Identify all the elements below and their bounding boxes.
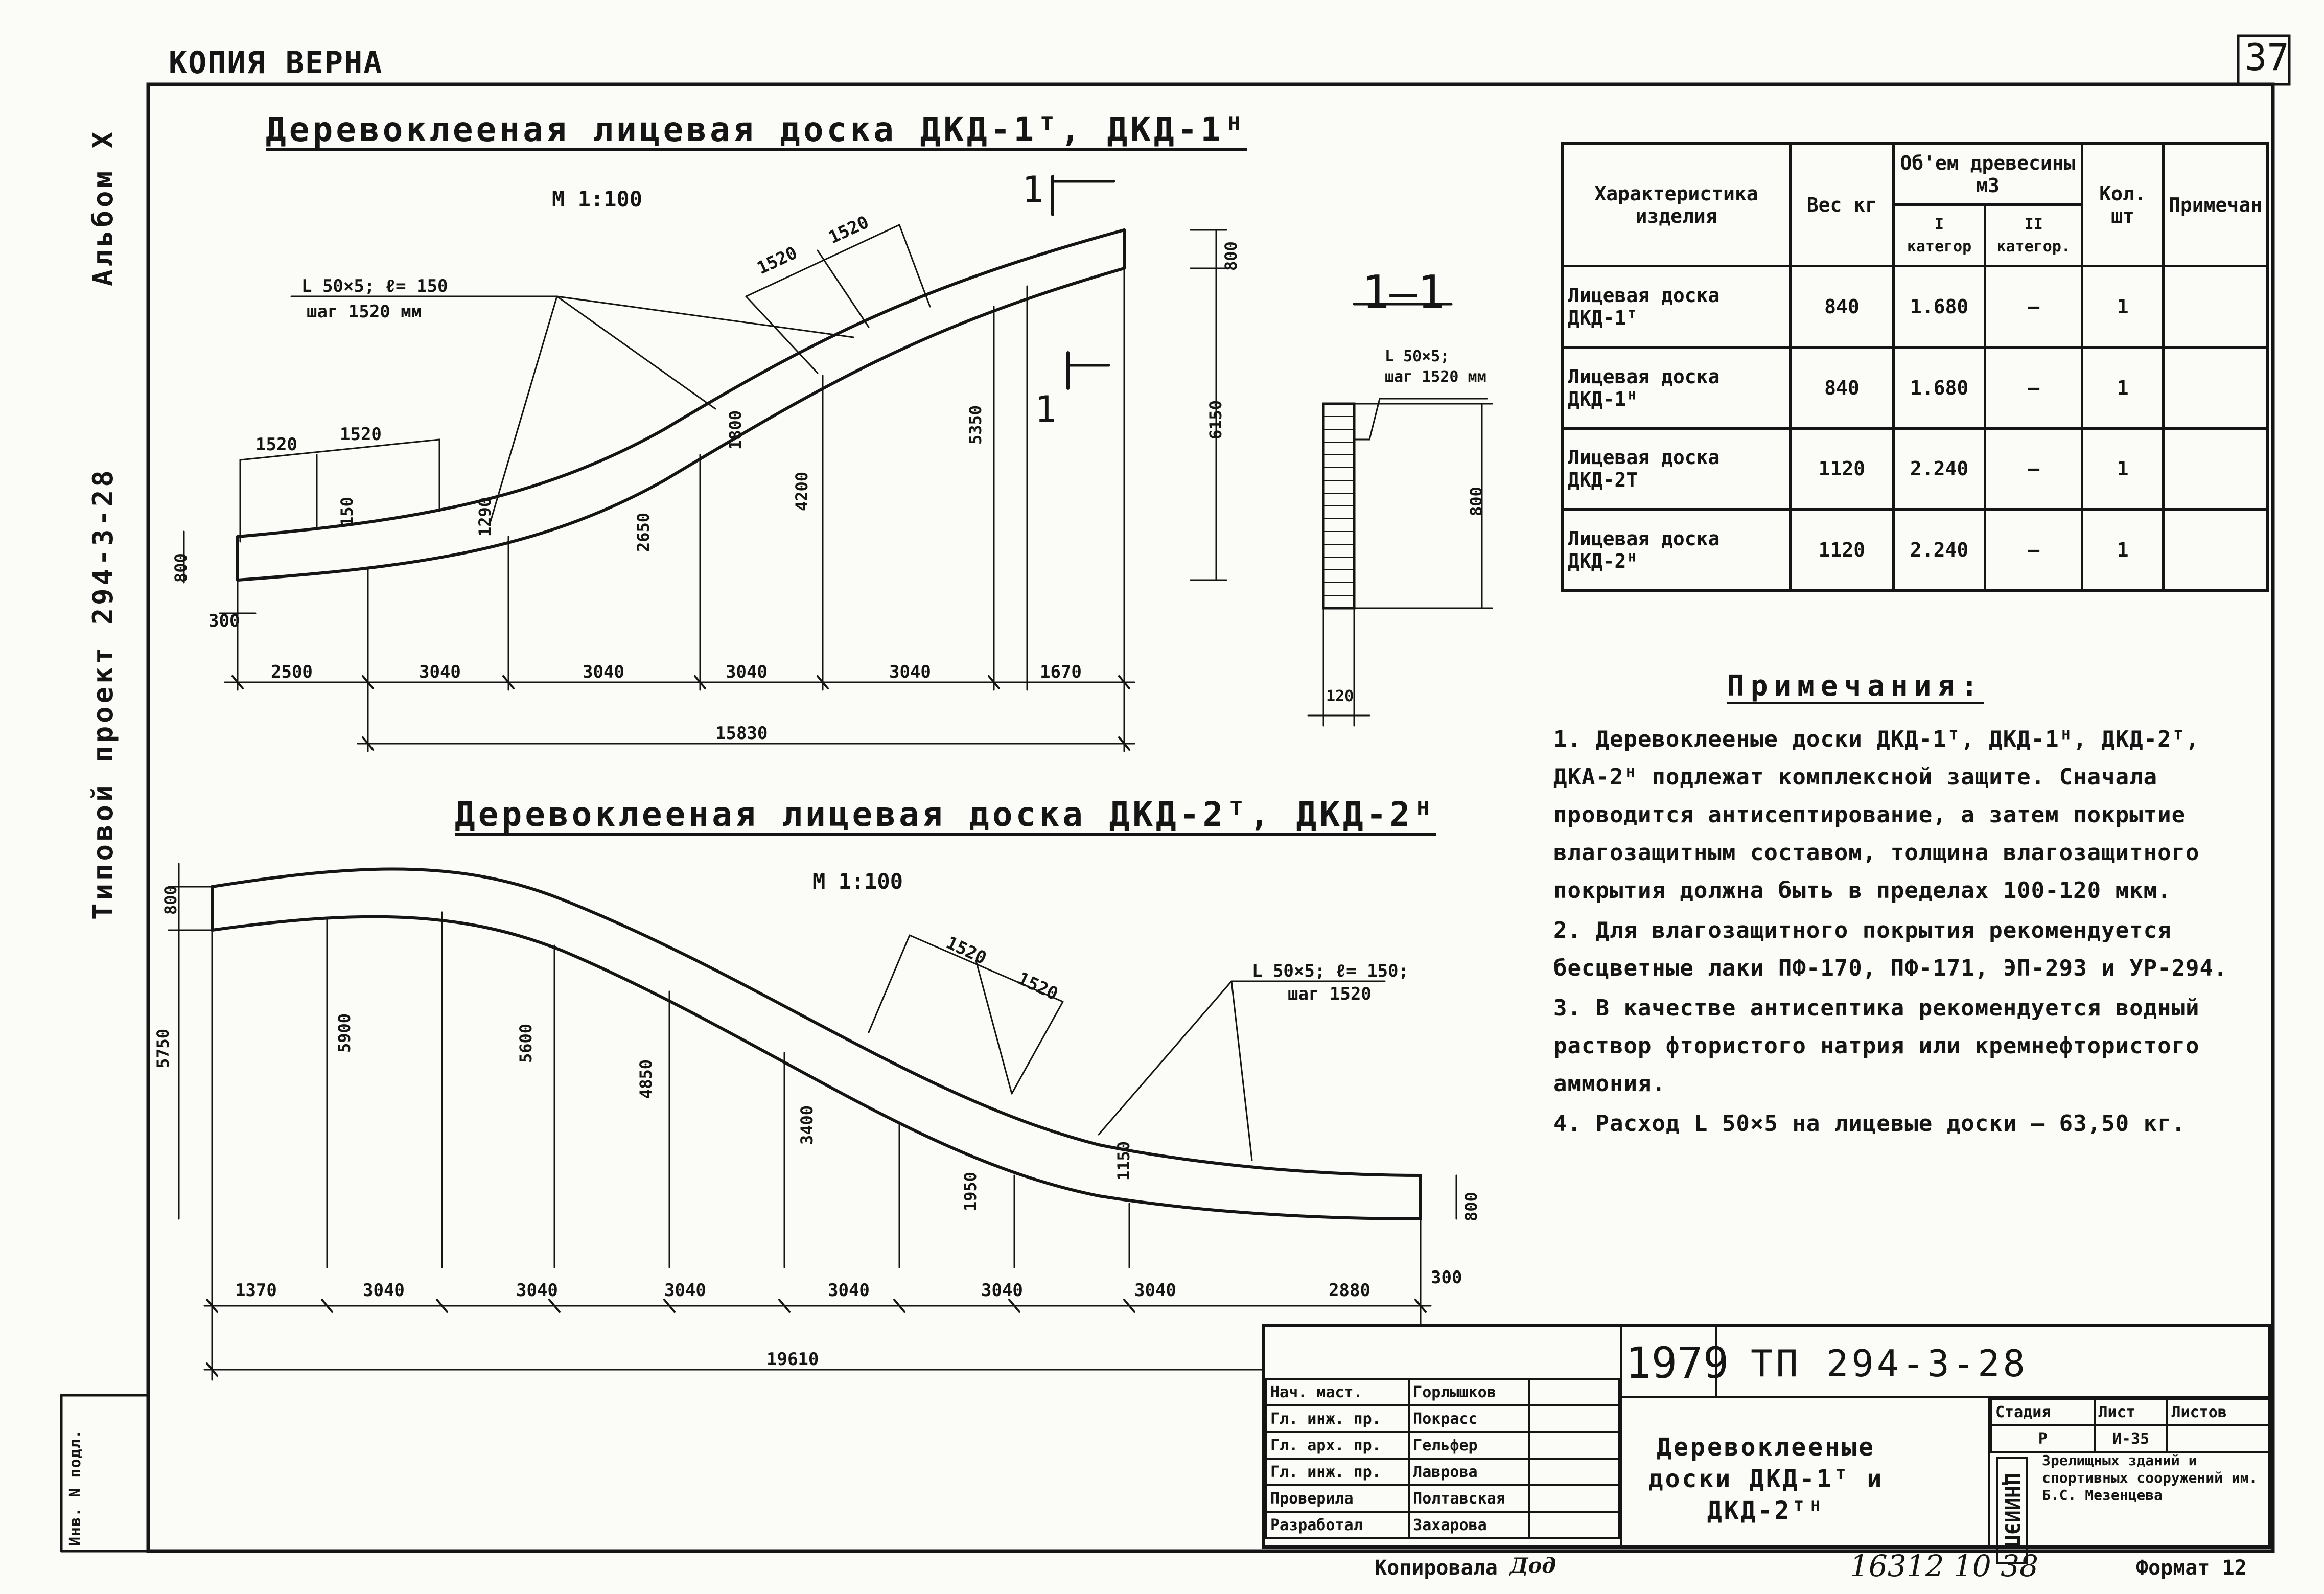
sheets-header: Листов [2167,1399,2270,1425]
notes-list [1553,721,2259,1145]
col-header-note: Примечан [2163,144,2267,266]
format-label: Формат 12 [2136,1556,2247,1580]
sheet-value: И-35 [2095,1425,2168,1452]
signature-name: Захарова [1409,1512,1529,1538]
drawing-1-title: Деревоклееная лицевая доска ДКД-1ᵀ, ДКД-1ᴴ [266,110,1247,149]
signature-mark [1529,1512,1619,1538]
row-vol-cat2: — [1985,510,2082,591]
note-item: 2. Для влагозащитного покрытия рекомендуется бесцветные лаки ПФ-170, ПФ-171, ЭП-293 и УР-294. [1553,917,2228,981]
title-block [1262,1324,2271,1549]
dim-3040: 3040 [516,1280,558,1301]
dim-3040: 3040 [1134,1280,1176,1301]
row-vol-cat1: 2.240 [1893,428,1985,510]
drawing-1-angle-callout: L 50×5; ℓ= 150 [301,276,448,296]
row-vol-cat2: — [1985,347,2082,428]
signature-row [1266,1485,1619,1512]
archive-number: 16312 10 38 [1850,1549,2038,1583]
row-weight: 840 [1791,347,1894,428]
dim-800-right: 800 [1221,241,1241,271]
dim-3040: 3040 [828,1280,870,1301]
row-weight: 840 [1791,266,1894,348]
dim-3040: 3040 [419,662,461,682]
dim-1950: 1950 [961,1171,980,1211]
note-item: 3. В качестве антисептика рекомендуется водный раствор фтористого натрия или кремнефтористого аммония. [1553,995,2200,1097]
note-item: 1. Деревоклееные доски ДКД-1ᵀ, ДКД-1ᴴ, ДКД-2ᵀ, ДКА-2ᴴ подлежат комплексной защите. Сначала проводится антисептирование, а затем покрытие влагозащитным составом, толщина влагозащитного покрытия должна быть в пределах 100-120 мкм. [1553,726,2200,904]
drawing-2-angle-step: шаг 1520 [1288,984,1372,1004]
dim-5350: 5350 [966,405,985,445]
row-qty: 1 [2082,347,2164,428]
specification-table [1561,142,2269,592]
table-row [1563,347,2268,428]
table-row [1563,266,2268,348]
signature-row [1266,1459,1619,1485]
signature-role: Гл. инж. пр. [1266,1459,1409,1485]
stamp-org: Зрелищных зданий и спортивных сооружений им. Б.С. Мезенцева [2042,1452,2258,1504]
signature-role: Проверила [1266,1485,1409,1512]
copied-by-signature: Дод [1510,1554,1556,1578]
dim-1670: 1670 [1040,662,1082,682]
drawing-2-title: Деревоклееная лицевая доска ДКД-2ᵀ, ДКД-2ᴴ [455,795,1436,834]
signature-row [1266,1379,1619,1405]
org-logo: ЦНИИЭП [1996,1457,2028,1564]
col-header-characteristic: Характеристика изделия [1563,144,1791,266]
section-label: 1—1 [1362,266,1445,319]
section-mark-top: 1 [1022,169,1044,211]
dim-5900: 5900 [335,1013,354,1053]
section-1-1 [1308,304,1492,726]
dim-300: 300 [208,611,240,631]
note-item: 4. Расход L 50×5 на лицевые доски — 63,50 кг. [1553,1111,2186,1137]
stamp-divider [1620,1327,1622,1545]
sheets-value [2167,1425,2270,1452]
signature-name: Лаврова [1409,1459,1529,1485]
dim-800-left: 800 [161,885,180,915]
dim-4200: 4200 [792,471,811,511]
dim-5750: 5750 [153,1028,173,1068]
signature-role: Нач. маст. [1266,1379,1409,1405]
col-header-weight: Вес кг [1791,144,1894,266]
row-qty: 1 [2082,428,2164,510]
row-vol-cat2: — [1985,266,2082,348]
copied-by-label: Копировала [1375,1556,1498,1580]
drawing-2-scale: М 1:100 [812,869,903,894]
side-album: Альбом X [87,128,119,286]
table-row [1563,510,2268,591]
dim-3040: 3040 [363,1280,405,1301]
section-callout: L 50×5; [1385,348,1450,365]
signature-role: Гл. арх. пр. [1266,1432,1409,1459]
row-note [2163,347,2267,428]
copy-verified-label: КОПИЯ ВЕРНА [169,45,383,81]
row-vol-cat1: 2.240 [1893,510,1985,591]
dim-6150: 6150 [1206,400,1225,440]
dim-1520: 1520 [255,434,297,455]
row-name: Лицевая доска ДКД-2ᴴ [1563,510,1791,591]
dim-3040: 3040 [889,662,931,682]
stage-table [1990,1398,2271,1453]
col-header-volume: Об'ем древесины м3 [1893,144,2082,205]
stamp-year: 1979 [1625,1338,1729,1388]
dim-300: 300 [1431,1267,1462,1288]
side-project-code: Типовой проект 294-3-28 [87,467,119,920]
dim-4850: 4850 [636,1059,656,1099]
dim-1150: 1150 [1114,1141,1133,1181]
dim-1520: 1520 [1014,968,1061,1005]
stage-header: Стадия [1991,1399,2095,1425]
dim-3400: 3400 [797,1105,817,1145]
section-dim-120: 120 [1326,687,1354,705]
signature-mark [1529,1485,1619,1512]
dim-1520: 1520 [943,932,990,969]
row-note [2163,428,2267,510]
col-header-cat1: I категор [1893,205,1985,266]
signature-row [1266,1432,1619,1459]
dim-total-19610: 19610 [766,1349,819,1370]
drawing-1-angle-step: шаг 1520 мм [307,302,422,322]
notes-heading: Примечания: [1727,669,1984,703]
row-qty: 1 [2082,266,2164,348]
col-header-qty: Кол. шт [2082,144,2164,266]
dim-5600: 5600 [516,1023,536,1063]
dim-3040: 3040 [981,1280,1023,1301]
sheet-number: 37 [2245,36,2289,79]
signature-name: Горлышков [1409,1379,1529,1405]
dim-3040: 3040 [664,1280,706,1301]
drawing-2-angle-callout: L 50×5; ℓ= 150; [1252,961,1409,981]
row-qty: 1 [2082,510,2164,591]
signature-mark [1529,1405,1619,1432]
dim-800-right: 800 [1461,1192,1481,1221]
dim-1800: 1800 [726,410,745,450]
stamp-title: Деревоклееные доски ДКД-1ᵀ и ДКД-2ᵀᴴ [1648,1433,1884,1525]
dim-1520: 1520 [754,242,801,279]
dim-1520: 1520 [825,212,872,248]
signatures-area [1265,1327,1620,1545]
row-vol-cat2: — [1985,428,2082,510]
row-vol-cat1: 1.680 [1893,266,1985,348]
table-row [1563,428,2268,510]
dim-1370: 1370 [235,1280,277,1301]
col-header-cat2: II категор. [1985,205,2082,266]
signature-role: Разработал [1266,1512,1409,1538]
signature-mark [1529,1432,1619,1459]
stamp-code: ТП 294-3-28 [1751,1342,2028,1385]
dim-1520: 1520 [340,424,382,445]
signature-mark [1529,1379,1619,1405]
dim-3040: 3040 [726,662,768,682]
signature-role: Гл. инж. пр. [1266,1405,1409,1432]
row-vol-cat1: 1.680 [1893,347,1985,428]
dim-total-15830: 15830 [715,723,768,744]
dim-1290: 1290 [475,497,495,537]
signature-row [1266,1405,1619,1432]
dim-150: 150 [337,497,357,526]
row-weight: 1120 [1791,510,1894,591]
stage-value: Р [1991,1425,2095,1452]
signature-name: Гельфер [1409,1432,1529,1459]
row-note [2163,510,2267,591]
sheet-header: Лист [2095,1399,2168,1425]
dim-800-left: 800 [171,553,191,583]
row-note [2163,266,2267,348]
row-name: Лицевая доска ДКД-2Т [1563,428,1791,510]
dim-3040: 3040 [583,662,624,682]
signature-mark [1529,1459,1619,1485]
signature-name: Полтавская [1409,1485,1529,1512]
signature-name: Покрасс [1409,1405,1529,1432]
row-name: Лицевая доска ДКД-1ᴴ [1563,347,1791,428]
dim-2650: 2650 [634,512,653,552]
row-name: Лицевая доска ДКД-1ᵀ [1563,266,1791,348]
signature-row [1266,1512,1619,1538]
dim-2500: 2500 [271,662,313,682]
section-callout-step: шаг 1520 мм [1385,368,1486,386]
drawing-1-scale: М 1:100 [552,187,643,212]
section-mark-bottom: 1 [1035,388,1057,430]
row-weight: 1120 [1791,428,1894,510]
section-dim-800: 800 [1467,487,1486,516]
side-inventory: Инв. N подл. [66,1429,84,1546]
signatures-table [1265,1378,1620,1539]
dim-2880: 2880 [1329,1280,1370,1301]
